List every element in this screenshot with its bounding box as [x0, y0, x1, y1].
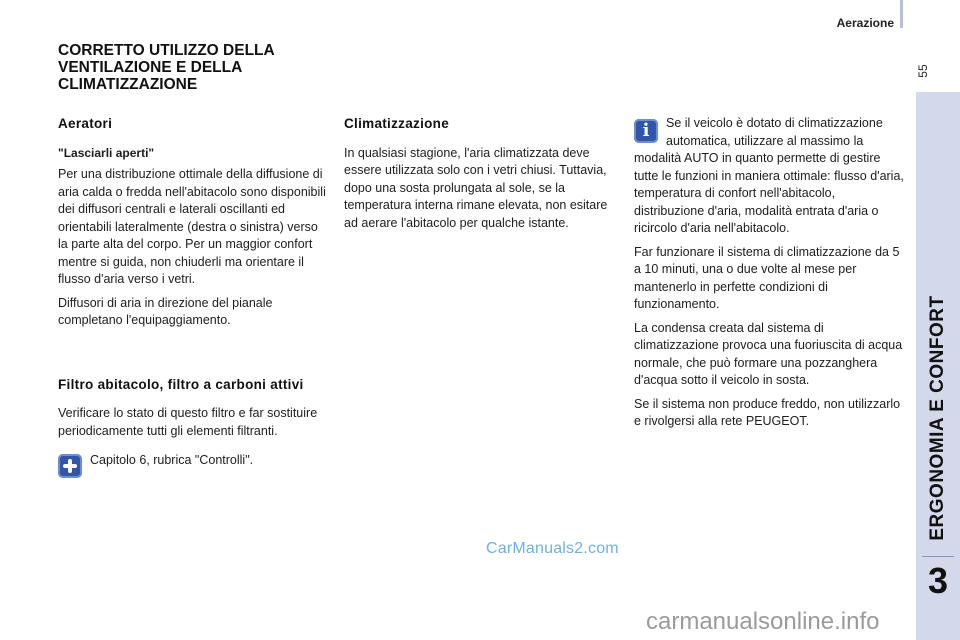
column-right — [634, 115, 906, 437]
filtro-note-text: Capitolo 6, rubrica "Controlli". — [90, 453, 254, 467]
plus-icon — [58, 454, 82, 478]
page-title: CORRETTO UTILIZZO DELLA VENTILAZIONE E DELLA CLIMATIZZAZIONE — [58, 42, 275, 93]
filtro-note — [58, 452, 330, 478]
info-paragraph-1 — [634, 115, 906, 238]
info-icon: i — [634, 119, 658, 143]
column-left — [58, 115, 330, 478]
spacer — [58, 336, 330, 376]
info-paragraph-3: La condensa creata dal sistema di climatizzazione provoca una fuoriuscita di acqua normale, che può formare una pozzanghera d'acqua sotto il veicolo in sosta. — [634, 320, 903, 387]
watermark-carmanualsonline: carmanualsonline.info — [646, 608, 880, 635]
header-section-title: Aerazione — [836, 16, 894, 30]
chapter-divider — [922, 556, 954, 557]
info-paragraph-1-text: Se il veicolo è dotato di climatizzazione automatica, utilizzare al massimo la modalità AUTO in quanto permette di gestire tutte le funzioni in maniera ottimale: flusso d'aria, temperatura di confort nell'abitacolo, distribuzione d'aria, modalità entrata d'aria o ricircolo d'aria nell'abitacolo. — [634, 116, 904, 235]
watermark-carmanuals2: CarManuals2.com — [486, 540, 619, 557]
chapter-number: 3 — [927, 560, 949, 601]
filtro-paragraph: Verificare lo stato di questo filtro e far sostituire periodicamente tutti gli elementi filtranti. — [58, 406, 318, 438]
aeratori-paragraph-2: Diffusori di aria in direzione del pianale completano l'equipaggiamento. — [58, 295, 273, 327]
info-paragraph-2: Far funzionare il sistema di climatizzazione da 5 a 10 minuti, una o due volte al mese per mantenerlo in perfette condizioni di funzionamento. — [634, 244, 900, 311]
climatizzazione-paragraph: In qualsiasi stagione, l'aria climatizzata deve essere utilizzata solo con i vetri chiusi. Tuttavia, dopo una sosta prolungata al sole, se la temperatura interna rimane elevata, non esitare ad aerare l'abitacolo per qualche istante. — [344, 145, 608, 230]
aeratori-subheading: "Lasciarli aperti" — [58, 145, 155, 160]
column-middle — [344, 115, 618, 238]
filtro-heading: Filtro abitacolo, filtro a carboni attivi — [58, 376, 304, 392]
header-rule — [900, 0, 903, 28]
page-number: 55 — [916, 64, 930, 78]
climatizzazione-heading: Climatizzazione — [344, 116, 450, 131]
chapter-label: ERGONOMIA E CONFORT — [927, 295, 948, 541]
aeratori-paragraph-1: Per una distribuzione ottimale della diffusione di aria calda o fredda nell'abitacolo sono disponibili dei diffusori centrali e laterali oscillanti ed orientabili lateralmente (destra o sinistra) verso la parte alta del corpo. Per un maggior confort mentre si guida, non chiuderli ma orientare il flusso d'aria verso i vetri. — [58, 167, 326, 286]
aeratori-heading: Aeratori — [58, 116, 113, 131]
info-paragraph-4: Se il sistema non produce freddo, non utilizzarlo e rivolgersi alla rete PEUGEOT. — [634, 396, 901, 428]
